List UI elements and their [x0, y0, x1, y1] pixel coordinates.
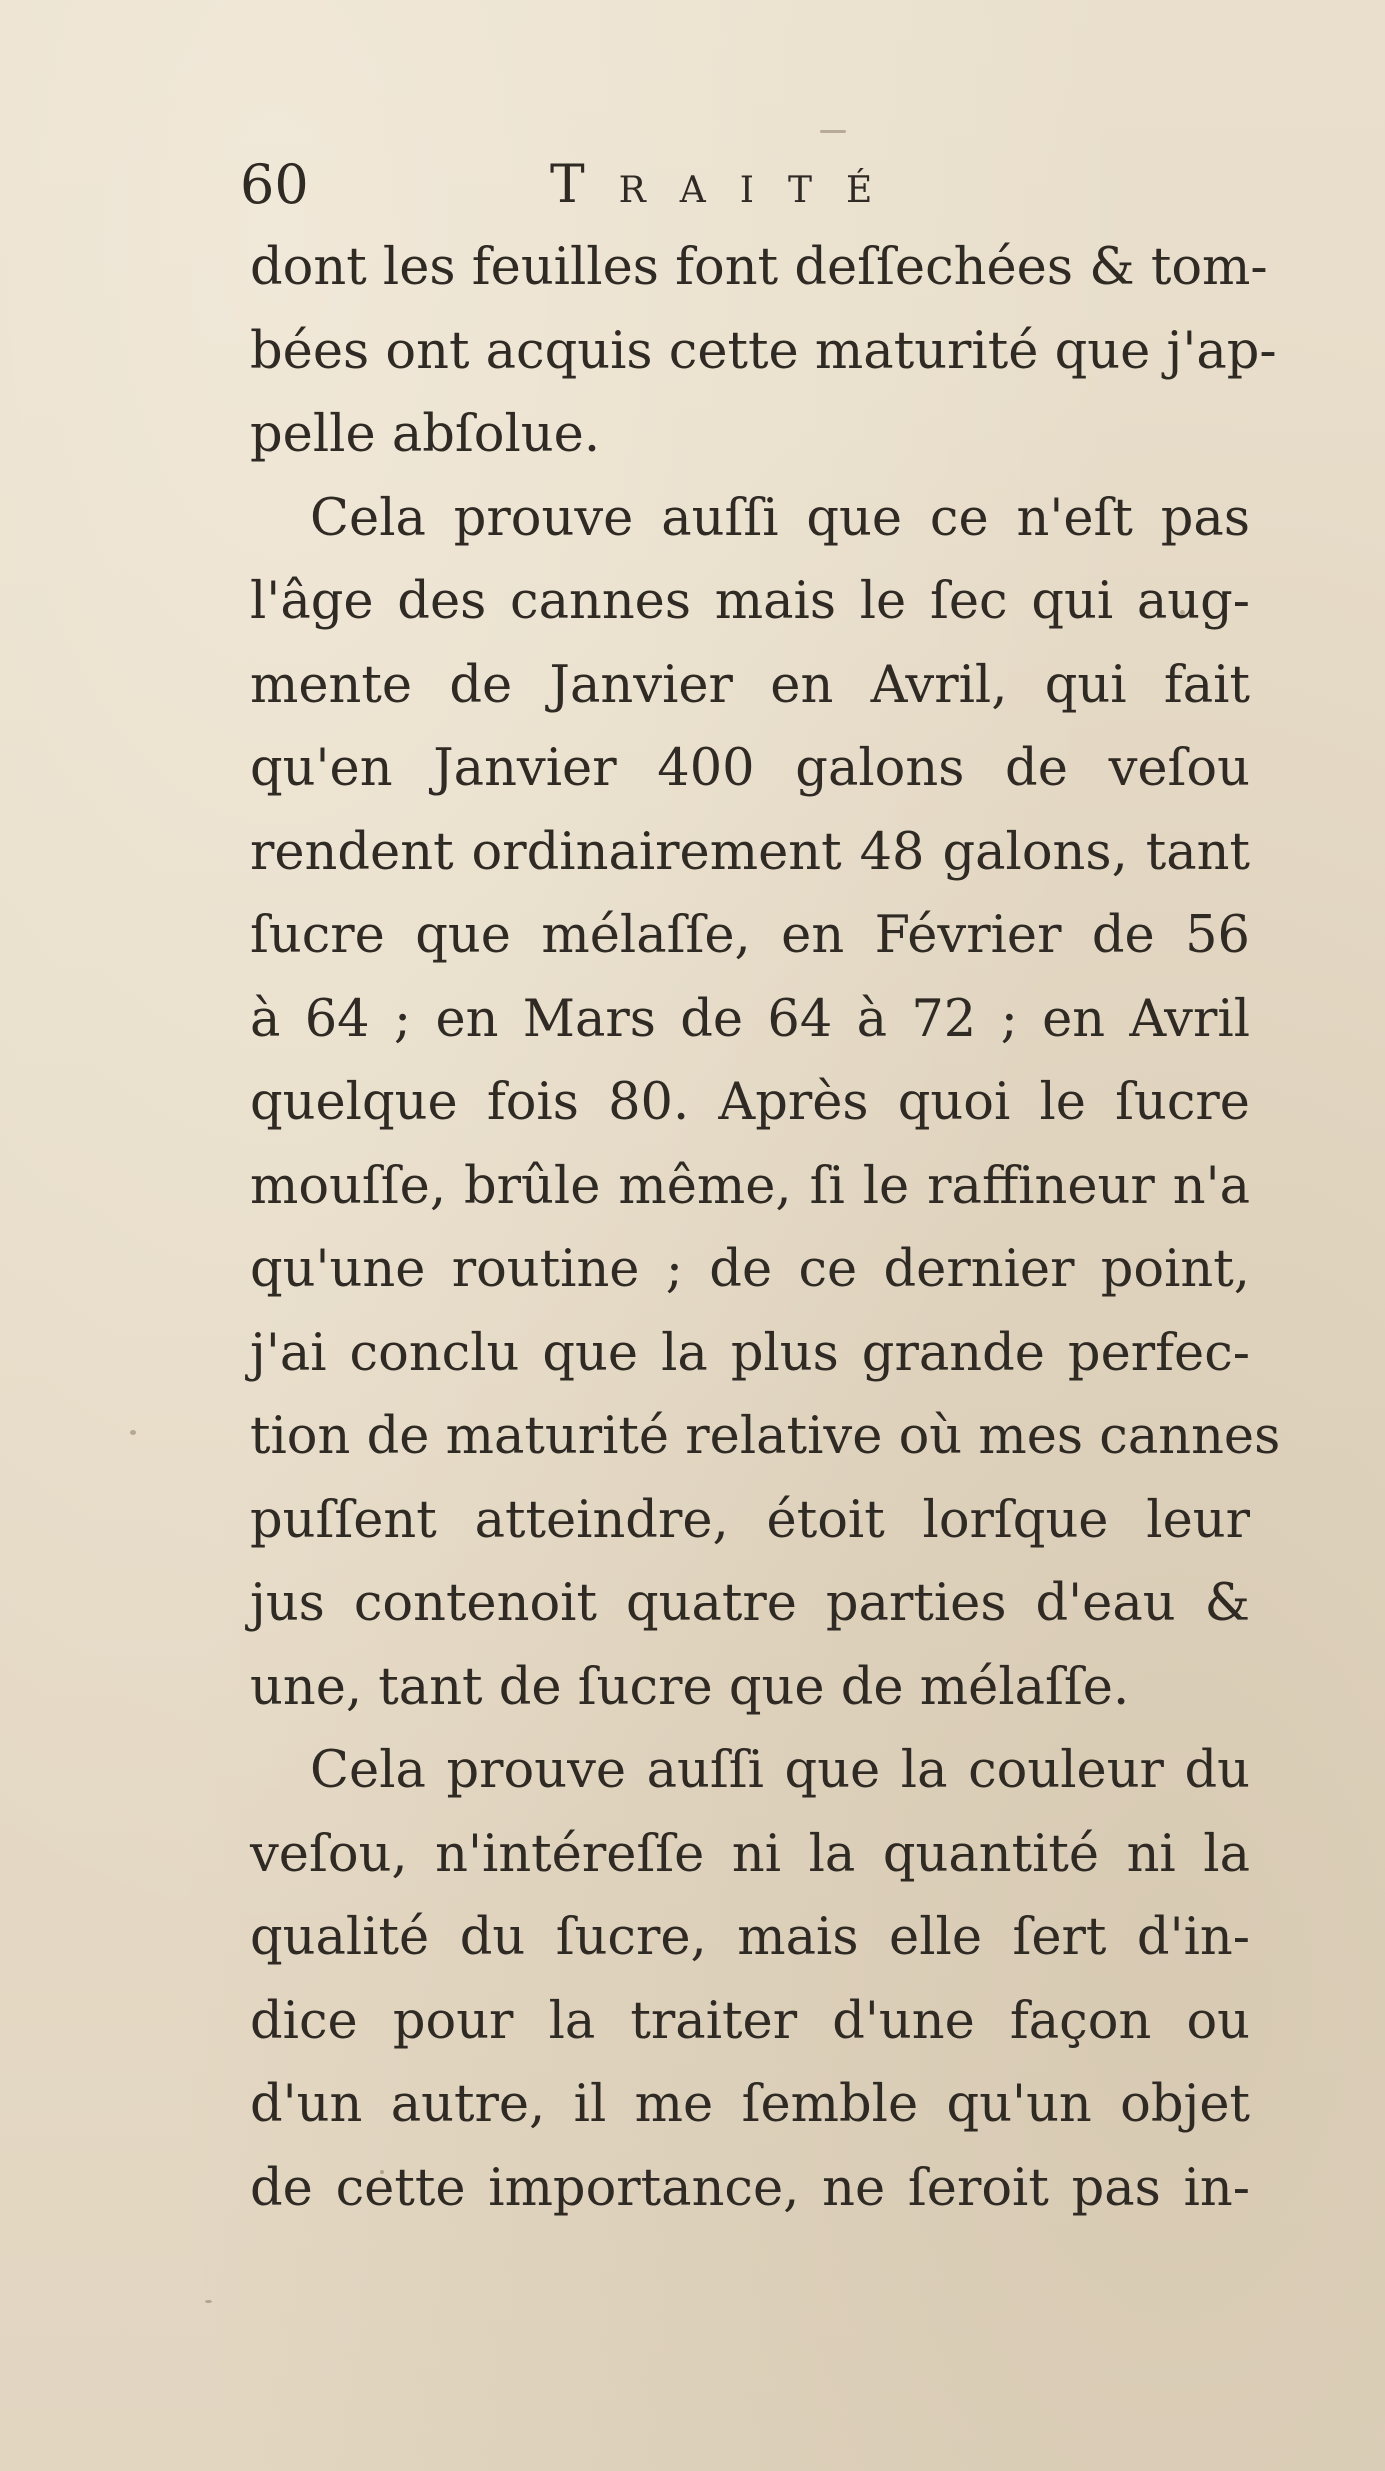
text-line: l'âge des cannes mais le ſec qui aug- [250, 572, 1250, 631]
text-line: j'ai conclu que la plus grande perfec- [250, 1323, 1250, 1383]
text-line: Cela prouve auſſi que la couleur du [310, 1741, 1250, 1800]
text-line: qu'une routine ; de ce dernier point, [250, 1240, 1250, 1299]
text-line: d'un autre, il me ſemble qu'un objet [250, 2075, 1250, 2134]
text-line: rendent ordinairement 48 galons, tant [250, 822, 1250, 882]
page-header [240, 150, 1140, 220]
text-line: une, tant de ſucre que de mélaſſe. [250, 1657, 1130, 1717]
text-line: puſſent atteindre, étoit lorſque leur [250, 1490, 1250, 1550]
text-line: mente de Janvier en Avril, qui fait [250, 655, 1250, 715]
paper-speck [380, 2170, 384, 2174]
paper-speck [205, 2300, 212, 2303]
text-line: veſou, n'intéreſſe ni la quantité ni la [250, 1824, 1250, 1884]
text-line: à 64 ; en Mars de 64 à 72 ; en Avril [250, 989, 1250, 1049]
text-line: quelque fois 80. Après quoi le ſucre [250, 1073, 1250, 1132]
text-line: jus contenoit quatre parties d'eau & [250, 1574, 1250, 1633]
text-line: Cela prouve auſſi que ce n'eſt pas [310, 488, 1250, 548]
text-line: tion de maturité relative où mes cannes [250, 1407, 1281, 1466]
text-line: dice pour la traiter d'une façon ou [250, 1991, 1250, 2051]
running-title: Traité [550, 155, 907, 215]
text-line: pelle abſolue. [250, 405, 601, 464]
text-line: ſucre que mélaſſe, en Février de 56 [250, 906, 1250, 965]
body-text [250, 226, 1281, 2230]
paper-speck [820, 130, 846, 133]
text-line: qu'en Janvier 400 galons de veſou [250, 739, 1250, 798]
text-line: qualité du ſucre, mais elle ſert d'in- [250, 1908, 1250, 1967]
text-line: bées ont acquis cette maturité que j'ap- [250, 321, 1277, 381]
text-line: dont les feuilles font deſſechées & tom- [250, 238, 1268, 297]
text-line: de cette importance, ne ſeroit pas in- [250, 2158, 1250, 2218]
page-number: 60 [240, 153, 309, 216]
paper-speck [1180, 610, 1185, 615]
text-line: mouſſe, brûle même, ſi le raffineur n'a [250, 1156, 1250, 1216]
paper-speck [130, 1430, 136, 1435]
